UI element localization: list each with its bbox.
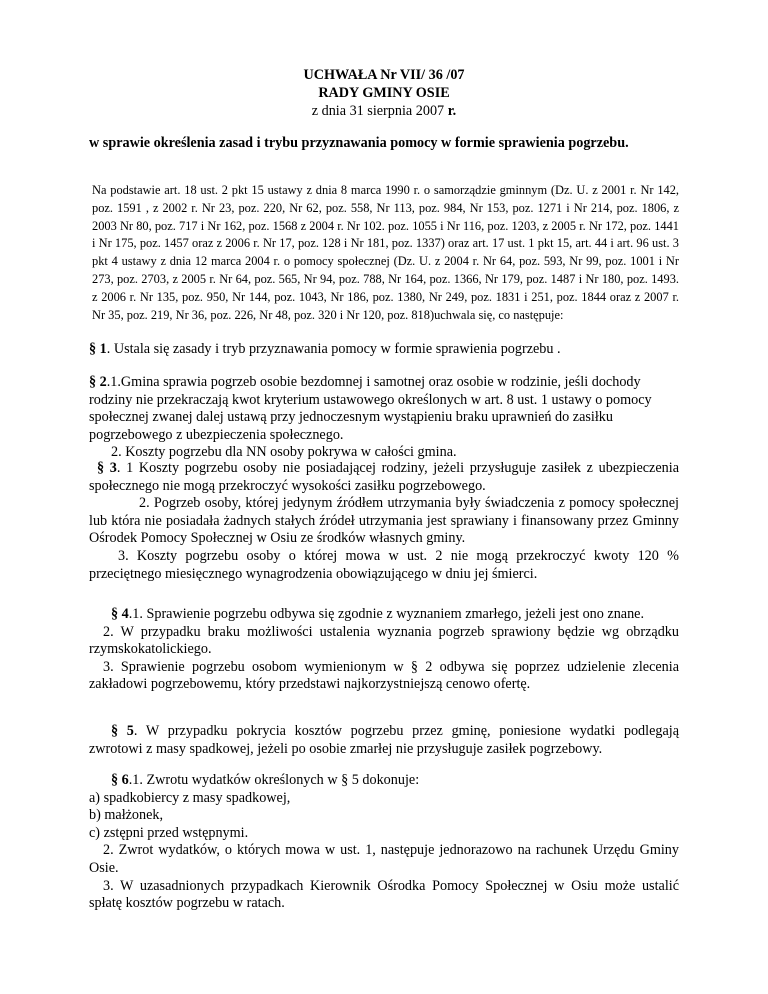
section-4-p2: 2. W przypadku braku możliwości ustalenia wyznania pogrzeb sprawiony będzie wg obrządku rzymskokatolickiego. — [89, 623, 679, 658]
section-2-p1 — [89, 374, 679, 444]
section-3-p1-text: . 1 Koszty pogrzebu osoby nie posiadającej rodziny, jeżeli przysługuje zasiłek z ubezpieczenia społecznego nie mogą przekroczyć wysokości zasiłku pogrzebowego. — [89, 460, 679, 494]
section-6-item-a: a) spadkobiercy z masy spadkowej, — [89, 789, 291, 806]
section-4-label: § 4 — [111, 606, 129, 622]
section-5 — [89, 723, 679, 758]
section-3-p2: 2. Pogrzeb osoby, której jedynym źródłem utrzymania były świadczenia z pomocy społecznej lub która nie posiadała żadnych stałych źródeł utrzymania jest sprawiany i finansowany przez Gminny Ośrodek Pomocy Społecznej w Osiu ze środków własnych gminy. — [89, 495, 679, 547]
section-3-label: § 3 — [97, 460, 117, 476]
section-6-item-b: b) małżonek, — [89, 807, 164, 824]
section-2-label: § 2 — [89, 374, 107, 390]
section-3-p1 — [89, 460, 679, 495]
resolution-header — [89, 66, 679, 120]
section-1 — [89, 341, 679, 359]
resolution-subject: w sprawie określenia zasad i trybu przyznawania pomocy w formie sprawienia pogrzebu. — [89, 135, 629, 151]
section-1-label: § 1 — [89, 341, 107, 357]
section-6-p1-text: .1. Zwrotu wydatków określonych w § 5 dokonuje: — [128, 772, 420, 788]
section-3-p3: 3. Koszty pogrzebu osoby o której mowa w ust. 2 nie mogą przekroczyć kwoty 120 % przeciętnego miesięcznego wynagrodzenia obowiązującego w dniu jej śmierci. — [89, 547, 679, 582]
section-4-p3: 3. Sprawienie pogrzebu osobom wymienionym w § 2 odbywa się poprzez udzielenie zlecenia zakładowi pogrzebowemu, który przedstawi najkorzystniejszą cenowo ofertę. — [89, 658, 679, 693]
section-6-item-c: c) zstępni przed wstępnymi. — [89, 824, 249, 841]
resolution-title: UCHWAŁA Nr VII/ 36 /07 — [303, 67, 465, 83]
section-1-text: . Ustala się zasady i tryb przyznawania pomocy w formie sprawienia pogrzebu . — [106, 341, 561, 357]
section-3 — [89, 460, 679, 583]
section-6-p3: 3. W uzasadnionych przypadkach Kierownik Ośrodka Pomocy Społecznej w Osiu może ustalić spłatę kosztów pogrzebu w ratach. — [89, 877, 679, 912]
section-2 — [89, 374, 679, 462]
council-name: RADY GMINY OSIE — [318, 85, 450, 101]
legal-basis: Na podstawie art. 18 ust. 2 pkt 15 ustawy z dnia 8 marca 1990 r. o samorządzie gminnym (Dz. U. z 2001 r. Nr 142, poz. 1591 , z 2002 r. Nr 23, poz. 220, Nr 62, poz. 558, Nr 113, poz. 984, Nr 153, poz. 1271 i Nr 214, poz. 1806, z 2003 Nr 80, poz. 717 i Nr 162, poz. 1568 z 2004 r. Nr 102. poz. 1055 i Nr 116, poz. 1203, z 2005 r. Nr 172, poz. 1441 i Nr 175, poz. 1457 oraz z 2006 r. Nr 17, poz. 128 i Nr 181, poz. 1337) oraz art. 17 ust. 1 pkt 15, art. 44 i art. 96 ust. 3 pkt 4 ustawy z dnia 12 marca 2004 r. o pomocy społecznej (Dz. U. z 2004 r. Nr 64, poz. 593, Nr 99, poz. 1001 i Nr 273, poz. 2703, z 2005 r. Nr 64, poz. 565, Nr 94, poz. 788, Nr 164, poz. 1366, Nr 179, poz. 1487 i Nr 180, poz. 1493. z 2006 r. Nr 135, poz. 950, Nr 144, poz. 1043, Nr 186, poz. 1380, Nr 249, poz. 1831 i 251, poz. 1844 oraz z 2007 r. Nr 35, poz. 219, Nr 36, poz. 226, Nr 48, poz. 320 i Nr 120, poz. 818)uchwala się, co następuje: — [92, 183, 679, 322]
section-6 — [89, 772, 679, 913]
section-6-label: § 6 — [111, 772, 129, 788]
section-6-p1 — [89, 772, 679, 790]
section-5-label: § 5 — [111, 723, 134, 739]
section-4 — [89, 606, 679, 694]
date-text: z dnia 31 sierpnia 2007 — [311, 103, 448, 119]
section-2-p2: 2. Koszty pogrzebu dla NN osoby pokrywa w całości gmina. — [111, 444, 457, 461]
section-4-p1 — [89, 606, 679, 624]
section-5-text: . W przypadku pokrycia kosztów pogrzebu przez gminę, poniesione wydatki podlegają zwrotowi z masy spadkowej, jeżeli po osobie zmarłej nie przysługuje zasiłek pogrzebowy. — [89, 723, 680, 757]
section-2-p1-text: .1.Gmina sprawia pogrzeb osobie bezdomnej i samotnej oraz osobie w rodzinie, jeśli dochody rodziny nie przekraczają kwot kryterium ustawowego określonych w art. 8 ust. 1 ustawy o pomocy społecznej zwanej dalej ustawą przy jednoczesnym wystąpieniu braku uprawnień do zasiłku pogrzebowego z ubezpieczenia społecznego. — [89, 374, 652, 443]
section-4-p1-text: .1. Sprawienie pogrzebu odbywa się zgodnie z wyznaniem zmarłego, jeżeli jest ono znane. — [128, 606, 645, 622]
section-6-p2: 2. Zwrot wydatków, o których mowa w ust. 1, następuje jednorazowo na rachunek Urzędu Gminy Osie. — [89, 842, 679, 876]
resolution-date — [89, 102, 679, 120]
date-suffix: r. — [447, 103, 457, 119]
